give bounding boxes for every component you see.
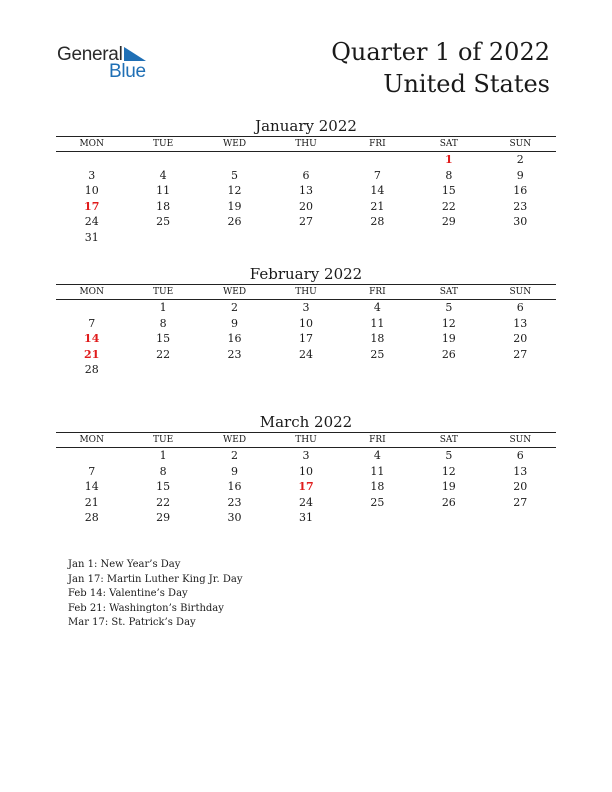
day-cell: 5 <box>231 168 239 182</box>
week-row <box>56 331 556 347</box>
week-row <box>56 464 556 480</box>
day-cell: 11 <box>156 184 171 198</box>
page-title <box>331 36 550 100</box>
empty-cell <box>342 510 413 526</box>
day-cell: 13 <box>298 184 313 198</box>
day-cell: 17 <box>298 480 314 494</box>
day-cell: 24 <box>298 495 313 509</box>
day-cell: 3 <box>302 301 310 315</box>
empty-cell <box>270 362 341 378</box>
holiday-note: Jan 17: Martin Luther King Jr. Day <box>68 573 243 585</box>
weekday-header: THU <box>270 433 341 448</box>
empty-cell <box>199 152 270 168</box>
weekday-header: SAT <box>413 285 484 300</box>
week-row <box>56 362 556 378</box>
week-row <box>56 168 556 184</box>
day-cell: 16 <box>513 184 528 198</box>
weekday-header: THU <box>270 285 341 300</box>
day-cell: 11 <box>370 316 385 330</box>
day-cell: 20 <box>298 199 313 213</box>
day-cell: 8 <box>159 464 167 478</box>
empty-cell <box>342 230 413 246</box>
day-cell: 26 <box>227 215 242 229</box>
day-cell: 26 <box>441 347 456 361</box>
month-title: March 2022 <box>259 413 353 431</box>
day-cell: 8 <box>445 168 453 182</box>
empty-cell <box>127 362 198 378</box>
weekday-header: SUN <box>485 137 556 152</box>
empty-cell <box>413 230 484 246</box>
week-row <box>56 199 556 215</box>
day-cell: 21 <box>84 347 100 361</box>
day-cell: 3 <box>302 449 310 463</box>
weekday-header: THU <box>270 137 341 152</box>
week-row <box>56 495 556 511</box>
day-cell: 31 <box>298 511 313 525</box>
weekday-header: MON <box>56 433 127 448</box>
week-row <box>56 448 556 464</box>
day-cell: 7 <box>88 464 96 478</box>
day-cell: 2 <box>231 449 239 463</box>
empty-cell <box>270 230 341 246</box>
day-cell: 16 <box>227 480 242 494</box>
month-march <box>56 412 556 526</box>
day-cell: 14 <box>370 184 385 198</box>
holiday-note: Jan 1: New Year’s Day <box>68 559 181 570</box>
day-cell: 18 <box>370 480 385 494</box>
empty-cell <box>413 362 484 378</box>
weekday-header: FRI <box>342 433 413 448</box>
empty-cell <box>56 448 127 464</box>
day-cell: 20 <box>513 480 528 494</box>
day-cell: 8 <box>159 316 167 330</box>
weekday-header: TUE <box>127 285 198 300</box>
day-cell: 24 <box>84 215 99 229</box>
day-cell: 20 <box>513 332 528 346</box>
day-cell: 23 <box>513 199 528 213</box>
empty-cell <box>413 510 484 526</box>
day-cell: 5 <box>445 449 453 463</box>
empty-cell <box>56 300 127 316</box>
day-cell: 2 <box>231 301 239 315</box>
weekday-header: WED <box>199 137 270 152</box>
day-cell: 18 <box>370 332 385 346</box>
day-cell: 15 <box>156 332 171 346</box>
day-cell: 29 <box>441 215 456 229</box>
day-cell: 12 <box>227 184 242 198</box>
day-cell: 2 <box>516 153 524 167</box>
day-cell: 9 <box>231 464 239 478</box>
weekday-header: SUN <box>485 285 556 300</box>
day-cell: 10 <box>298 464 313 478</box>
day-cell: 7 <box>88 316 96 330</box>
weekday-header: WED <box>199 433 270 448</box>
day-cell: 3 <box>88 168 96 182</box>
day-cell: 27 <box>298 215 313 229</box>
day-cell: 7 <box>373 168 381 182</box>
day-cell: 4 <box>373 449 381 463</box>
day-cell: 12 <box>441 316 456 330</box>
day-cell: 13 <box>513 464 528 478</box>
day-cell: 15 <box>156 480 171 494</box>
day-cell: 24 <box>298 347 313 361</box>
day-cell: 31 <box>84 230 99 244</box>
day-cell: 13 <box>513 316 528 330</box>
week-row <box>56 347 556 363</box>
empty-cell <box>342 152 413 168</box>
day-cell: 17 <box>298 332 313 346</box>
empty-cell <box>127 230 198 246</box>
empty-cell <box>56 152 127 168</box>
day-cell: 29 <box>156 511 171 525</box>
weekday-header: SAT <box>413 433 484 448</box>
week-row <box>56 230 556 246</box>
day-cell: 25 <box>370 347 385 361</box>
title-quarter: Quarter 1 of 2022 <box>331 38 550 66</box>
weekday-header: SUN <box>485 433 556 448</box>
day-cell: 1 <box>444 153 453 167</box>
day-cell: 26 <box>441 495 456 509</box>
day-cell: 25 <box>156 215 171 229</box>
day-cell: 9 <box>516 168 524 182</box>
day-cell: 27 <box>513 347 528 361</box>
weekday-header: TUE <box>127 433 198 448</box>
week-row <box>56 214 556 230</box>
day-cell: 1 <box>159 449 167 463</box>
day-cell: 19 <box>441 480 456 494</box>
empty-cell <box>270 152 341 168</box>
holiday-note: Feb 21: Washington’s Birthday <box>68 602 224 614</box>
day-cell: 14 <box>84 480 99 494</box>
holiday-list <box>68 558 242 631</box>
day-cell: 30 <box>227 511 242 525</box>
empty-cell <box>127 152 198 168</box>
week-row <box>56 300 556 316</box>
weekday-header: TUE <box>127 137 198 152</box>
day-cell: 6 <box>516 301 524 315</box>
logo <box>57 44 157 84</box>
weekday-header: MON <box>56 137 127 152</box>
week-row <box>56 152 556 168</box>
day-cell: 21 <box>370 199 385 213</box>
empty-cell <box>485 362 556 378</box>
day-cell: 9 <box>231 316 239 330</box>
day-cell: 6 <box>302 168 310 182</box>
day-cell: 16 <box>227 332 242 346</box>
empty-cell <box>342 362 413 378</box>
day-cell: 4 <box>159 168 167 182</box>
month-title: February 2022 <box>249 265 363 283</box>
day-cell: 28 <box>84 511 99 525</box>
day-cell: 10 <box>298 316 313 330</box>
day-cell: 1 <box>159 301 167 315</box>
holiday-note: Feb 14: Valentine’s Day <box>68 588 188 599</box>
logo-text-blue: Blue <box>109 61 146 82</box>
week-row <box>56 479 556 495</box>
calendar-grid <box>56 136 556 245</box>
day-cell: 27 <box>513 495 528 509</box>
weekday-header: FRI <box>342 285 413 300</box>
calendar-grid <box>56 432 556 526</box>
day-cell: 6 <box>516 449 524 463</box>
day-cell: 23 <box>227 495 242 509</box>
day-cell: 19 <box>441 332 456 346</box>
day-cell: 17 <box>84 199 100 213</box>
day-cell: 18 <box>156 199 171 213</box>
day-cell: 12 <box>441 464 456 478</box>
day-cell: 10 <box>84 184 99 198</box>
calendar-grid <box>56 284 556 378</box>
week-row <box>56 183 556 199</box>
day-cell: 19 <box>227 199 242 213</box>
empty-cell <box>485 510 556 526</box>
day-cell: 5 <box>445 301 453 315</box>
day-cell: 25 <box>370 495 385 509</box>
logo-text-general: General <box>57 44 123 65</box>
day-cell: 11 <box>370 464 385 478</box>
empty-cell <box>199 362 270 378</box>
month-title: January 2022 <box>255 117 357 135</box>
empty-cell <box>199 230 270 246</box>
empty-cell <box>485 230 556 246</box>
day-cell: 23 <box>227 347 242 361</box>
week-row <box>56 510 556 526</box>
month-february <box>56 264 556 378</box>
title-country: United States <box>383 70 550 98</box>
weekday-header: FRI <box>342 137 413 152</box>
day-cell: 15 <box>441 184 456 198</box>
month-january <box>56 116 556 245</box>
day-cell: 21 <box>84 495 99 509</box>
holiday-note: Mar 17: St. Patrick’s Day <box>68 617 196 628</box>
day-cell: 30 <box>513 215 528 229</box>
weekday-header: SAT <box>413 137 484 152</box>
weekday-header: WED <box>199 285 270 300</box>
day-cell: 4 <box>373 301 381 315</box>
day-cell: 22 <box>441 199 456 213</box>
day-cell: 14 <box>84 332 100 346</box>
weekday-header: MON <box>56 285 127 300</box>
week-row <box>56 316 556 332</box>
day-cell: 22 <box>156 495 171 509</box>
day-cell: 28 <box>84 363 99 377</box>
day-cell: 22 <box>156 347 171 361</box>
day-cell: 28 <box>370 215 385 229</box>
